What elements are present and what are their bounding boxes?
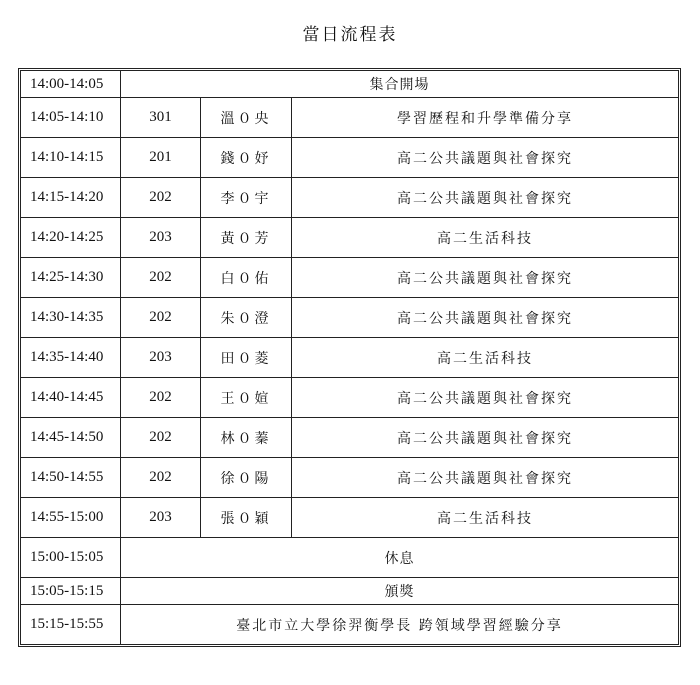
topic-cell: 高二公共議題與社會探究 [292,298,679,338]
topic-cell: 高二生活科技 [292,498,679,538]
class-cell: 202 [121,258,201,298]
student-name-cell: 林０蓁 [201,418,292,458]
time-cell: 15:15-15:55 [21,605,121,645]
topic-cell: 高二公共議題與社會探究 [292,178,679,218]
student-name-cell: 黃０芳 [201,218,292,258]
table-row [21,71,679,98]
table-row [21,258,679,298]
table-row [21,138,679,178]
schedule-table [20,70,679,645]
class-cell: 202 [121,378,201,418]
topic-cell: 高二公共議題與社會探究 [292,258,679,298]
event-cell: 休息 [121,538,679,578]
time-cell: 14:35-14:40 [21,338,121,378]
time-cell: 14:25-14:30 [21,258,121,298]
time-cell: 14:05-14:10 [21,98,121,138]
time-cell: 14:50-14:55 [21,458,121,498]
topic-cell: 高二公共議題與社會探究 [292,458,679,498]
table-row [21,498,679,538]
table-row [21,178,679,218]
time-cell: 14:45-14:50 [21,418,121,458]
class-cell: 301 [121,98,201,138]
topic-cell: 高二公共議題與社會探究 [292,418,679,458]
class-cell: 202 [121,418,201,458]
class-cell: 202 [121,458,201,498]
student-name-cell: 張０穎 [201,498,292,538]
time-cell: 14:55-15:00 [21,498,121,538]
table-row [21,418,679,458]
table-row [21,605,679,645]
student-name-cell: 徐０陽 [201,458,292,498]
time-cell: 14:10-14:15 [21,138,121,178]
page-title: 當日流程表 [302,25,398,45]
topic-cell: 高二公共議題與社會探究 [292,378,679,418]
class-cell: 203 [121,338,201,378]
class-cell: 202 [121,298,201,338]
topic-cell: 高二生活科技 [292,338,679,378]
student-name-cell: 朱０澄 [201,298,292,338]
table-row [21,538,679,578]
table-row [21,98,679,138]
class-cell: 203 [121,218,201,258]
table-row [21,298,679,338]
table-row [21,458,679,498]
time-cell: 15:00-15:05 [21,538,121,578]
class-cell: 201 [121,138,201,178]
student-name-cell: 錢０妤 [201,138,292,178]
event-cell: 集合開場 [121,71,679,98]
topic-cell: 學習歷程和升學準備分享 [292,98,679,138]
class-cell: 203 [121,498,201,538]
event-cell: 頒獎 [121,578,679,605]
table-row [21,338,679,378]
time-cell: 15:05-15:15 [21,578,121,605]
time-cell: 14:30-14:35 [21,298,121,338]
table-row [21,218,679,258]
class-cell: 202 [121,178,201,218]
table-row [21,378,679,418]
time-cell: 14:15-14:20 [21,178,121,218]
student-name-cell: 田０菱 [201,338,292,378]
event-cell: 臺北市立大學徐羿衡學長 跨領域學習經驗分享 [121,605,679,645]
topic-cell: 高二公共議題與社會探究 [292,138,679,178]
student-name-cell: 王０媗 [201,378,292,418]
time-cell: 14:00-14:05 [21,71,121,98]
table-row [21,578,679,605]
student-name-cell: 溫０央 [201,98,292,138]
time-cell: 14:20-14:25 [21,218,121,258]
student-name-cell: 白０佑 [201,258,292,298]
topic-cell: 高二生活科技 [292,218,679,258]
student-name-cell: 李０宇 [201,178,292,218]
time-cell: 14:40-14:45 [21,378,121,418]
